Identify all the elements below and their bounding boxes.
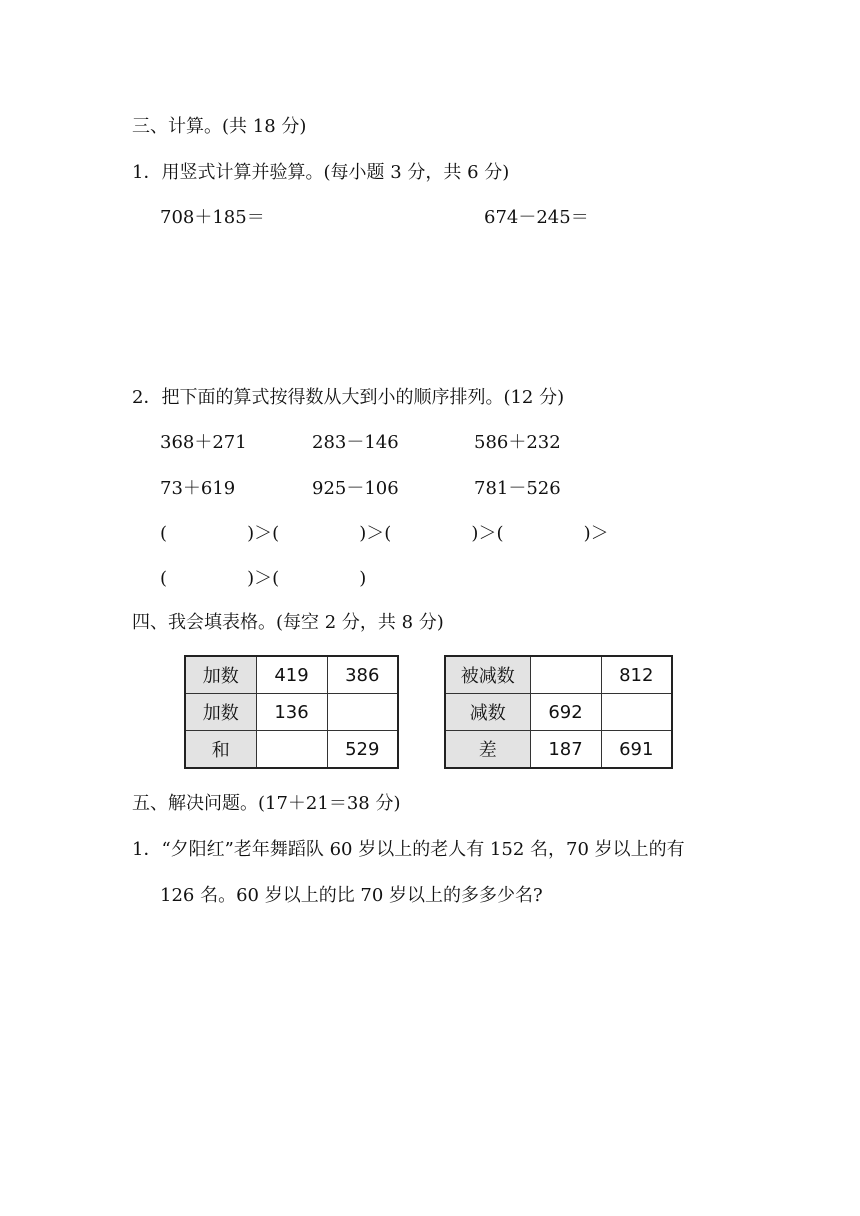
table-row	[445, 694, 672, 731]
expression: 368＋271	[160, 432, 247, 453]
table-cell: 136	[256, 694, 327, 731]
table-cell: 419	[256, 656, 327, 694]
table-row	[185, 694, 398, 731]
expression: 925－106	[312, 478, 399, 499]
table-row	[445, 656, 672, 694]
expression: 73＋619	[160, 478, 236, 499]
expression: 781－526	[474, 478, 561, 499]
row-header-subtrahend: 减数	[445, 694, 530, 731]
word-problem-line-1: 1．“夕阳红”老年舞蹈队 60 岁以上的老人有 152 名，70 岁以上的有	[132, 839, 685, 860]
subtraction-table	[444, 655, 673, 769]
blank-answer-cell[interactable]	[601, 694, 672, 731]
expression: 586＋232	[474, 432, 561, 453]
row-header-addend: 加数	[185, 656, 256, 694]
blank-answer-cell[interactable]	[530, 656, 601, 694]
section-3-title: 三、计算。(共 18 分)	[132, 116, 307, 137]
question-2-title: 2．把下面的算式按得数从大到小的顺序排列。(12 分)	[132, 387, 565, 408]
ordering-answer-line-2: ( )＞( )	[160, 568, 367, 589]
row-header-difference: 差	[445, 731, 530, 769]
table-row	[185, 731, 398, 769]
section-4-title: 四、我会填表格。(每空 2 分，共 8 分)	[132, 612, 444, 633]
expression-674-minus-245: 674－245＝	[484, 207, 589, 228]
question-1-title: 1．用竖式计算并验算。(每小题 3 分，共 6 分)	[132, 162, 510, 183]
table-cell: 691	[601, 731, 672, 769]
table-row	[185, 656, 398, 694]
row-header-addend: 加数	[185, 694, 256, 731]
table-cell: 187	[530, 731, 601, 769]
blank-answer-cell[interactable]	[256, 731, 327, 769]
row-header-minuend: 被减数	[445, 656, 530, 694]
ordering-answer-line-1: ( )＞( )＞( )＞( )＞	[160, 523, 609, 544]
table-row	[445, 731, 672, 769]
expression: 283－146	[312, 432, 399, 453]
table-cell: 386	[327, 656, 398, 694]
addition-table	[184, 655, 399, 769]
blank-answer-cell[interactable]	[327, 694, 398, 731]
expression-708-plus-185: 708＋185＝	[160, 207, 265, 228]
table-cell: 812	[601, 656, 672, 694]
word-problem-line-2: 126 名。60 岁以上的比 70 岁以上的多多少名?	[160, 885, 543, 906]
section-5-title: 五、解决问题。(17＋21＝38 分)	[132, 793, 401, 814]
table-cell: 692	[530, 694, 601, 731]
table-cell: 529	[327, 731, 398, 769]
row-header-sum: 和	[185, 731, 256, 769]
